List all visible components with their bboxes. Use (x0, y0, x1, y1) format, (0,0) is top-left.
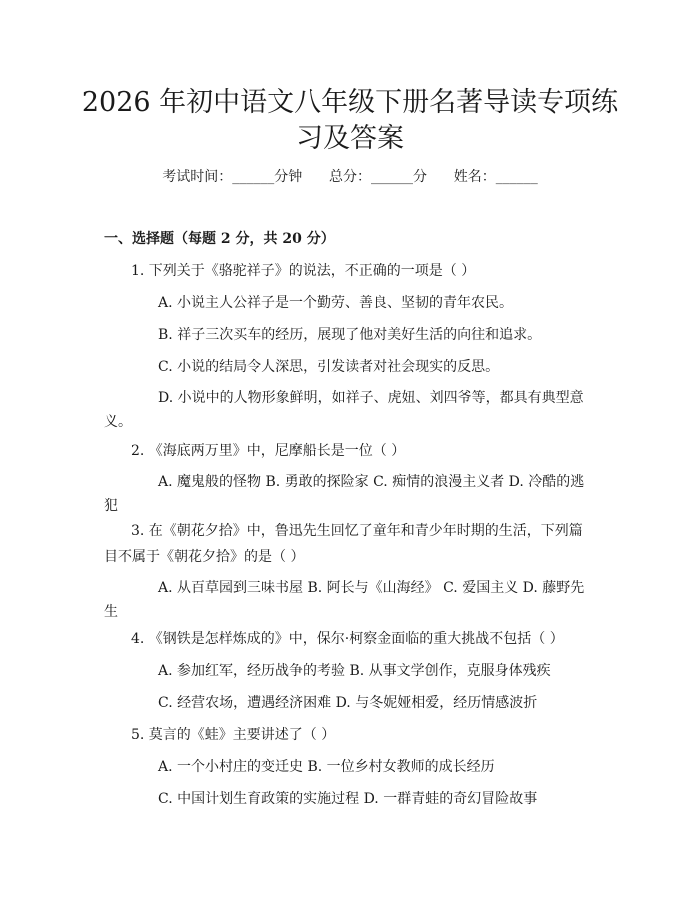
document-title-line-2: 习及答案 (296, 123, 404, 154)
question-1-option-b: B. 祥子三次买车的经历，展现了他对美好生活的向往和追求。 (158, 327, 542, 343)
question-5-stem: 5. 莫言的《蛙》主要讲述了（ ） (131, 727, 336, 743)
question-3-stem: 3. 在《朝花夕拾》中，鲁迅先生回忆了童年和青少年时期的生活，下列篇目不属于《朝花夕拾》的是（ ） (104, 523, 583, 565)
question-5-options-cd: C. 中国计划生育政策的实施过程 D. 一群青蛙的奇幻冒险故事 (158, 791, 538, 807)
question-3-options: A. 从百草园到三味书屋 B. 阿长与《山海经》 C. 爱国主义 D. 藤野先生 (104, 580, 585, 620)
question-4-stem: 4. 《钢铁是怎样炼成的》中，保尔·柯察金面临的重大挑战不包括（ ） (131, 631, 564, 647)
question-1-option-c: C. 小说的结局令人深思，引发读者对社会现实的反思。 (158, 359, 500, 375)
question-1-stem: 1. 下列关于《骆驼祥子》的说法，不正确的一项是（ ） (131, 263, 476, 279)
document-title-line-1: 2026 年初中语文八年级下册名著导读专项练 (81, 87, 619, 118)
exam-info-line: 考试时间：______分钟 总分：______分 姓名：______ (162, 169, 538, 185)
question-1-option-d: D. 小说中的人物形象鲜明，如祥子、虎妞、刘四爷等，都具有典型意义。 (104, 390, 584, 430)
question-4-options-cd: C. 经营农场，遭遇经济困难 D. 与冬妮娅相爱，经历情感波折 (158, 695, 538, 711)
question-1-option-a: A. 小说主人公祥子是一个勤劳、善良、坚韧的青年农民。 (158, 295, 514, 311)
section-heading-choice: 一、选择题（每题 2 分，共 20 分） (104, 231, 335, 247)
question-2-stem: 2. 《海底两万里》中，尼摩船长是一位（ ） (131, 443, 406, 459)
question-4-options-ab: A. 参加红军，经历战争的考验 B. 从事文学创作，克服身体残疾 (158, 663, 551, 679)
question-2-options: A. 魔鬼般的怪物 B. 勇敢的探险家 C. 痴情的浪漫主义者 D. 冷酷的逃犯 (104, 474, 585, 514)
question-5-options-ab: A. 一个小村庄的变迁史 B. 一位乡村女教师的成长经历 (158, 759, 495, 775)
